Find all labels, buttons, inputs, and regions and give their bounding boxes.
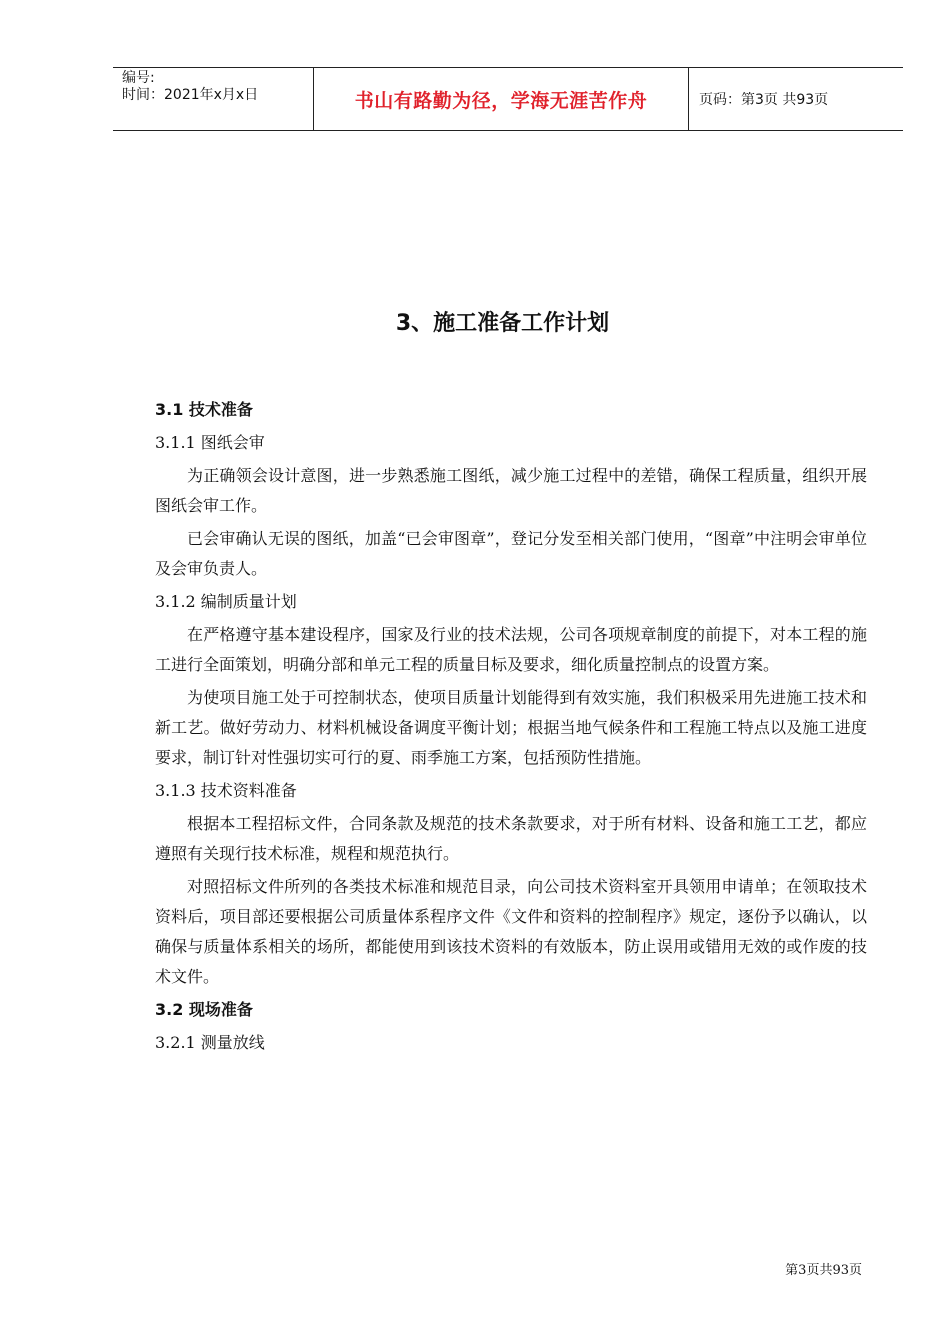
page-footer: 第3页共93页: [785, 1263, 862, 1278]
header-number-label: 编号:: [122, 70, 155, 86]
paragraph: 根据本工程招标文件，合同条款及规范的技术条款要求，对于所有材料、设备和施工工艺，都应遵照有关现行技术标准，规程和规范执行。: [155, 814, 867, 863]
paragraph: 已会审确认无误的图纸，加盖“已会审图章”，登记分发至相关部门使用，“图章”中注明会审单位及会审负责人。: [155, 529, 867, 578]
header-page-label: 页码：第3页 共93页: [699, 92, 829, 108]
section-title: 3、施工准备工作计划: [395, 311, 610, 336]
subsection-heading: 3.2.1 测量放线: [155, 1033, 265, 1052]
document-body: [155, 395, 867, 1061]
paragraph: 为正确领会设计意图，进一步熟悉施工图纸，减少施工过程中的差错，确保工程质量，组织开展图纸会审工作。: [155, 466, 867, 515]
paragraph: 为使项目施工处于可控制状态，使项目质量计划能得到有效实施，我们积极采用先进施工技术和新工艺。做好劳动力、材料机械设备调度平衡计划；根据当地气候条件和工程施工特点以及施工进度要求，制订针对性强切实可行的夏、雨季施工方案，包括预防性措施。: [155, 688, 867, 767]
section-heading: 3.2 现场准备: [155, 1000, 253, 1019]
header-time-label: 时间：2021年x月x日: [122, 87, 259, 103]
subsection-heading: 3.1.1 图纸会审: [155, 433, 265, 452]
page-header: [113, 67, 903, 131]
subsection-heading: 3.1.2 编制质量计划: [155, 592, 297, 611]
header-motto: 书山有路勤为径，学海无涯苦作舟: [314, 68, 689, 130]
subsection-heading: 3.1.3 技术资料准备: [155, 781, 297, 800]
header-meta: [113, 68, 314, 130]
paragraph: 在严格遵守基本建设程序，国家及行业的技术法规，公司各项规章制度的前提下，对本工程的施工进行全面策划，明确分部和单元工程的质量目标及要求，细化质量控制点的设置方案。: [155, 625, 867, 674]
section-heading: 3.1 技术准备: [155, 400, 253, 419]
paragraph: 对照招标文件所列的各类技术标准和规范目录，向公司技术资料室开具领用申请单；在领取技术资料后，项目部还要根据公司质量体系程序文件《文件和资料的控制程序》规定，逐份予以确认，以确保与质量体系相关的场所，都能使用到该技术资料的有效版本，防止误用或错用无效的或作废的技术文件。: [155, 877, 867, 986]
header-page-cell: [689, 68, 903, 130]
